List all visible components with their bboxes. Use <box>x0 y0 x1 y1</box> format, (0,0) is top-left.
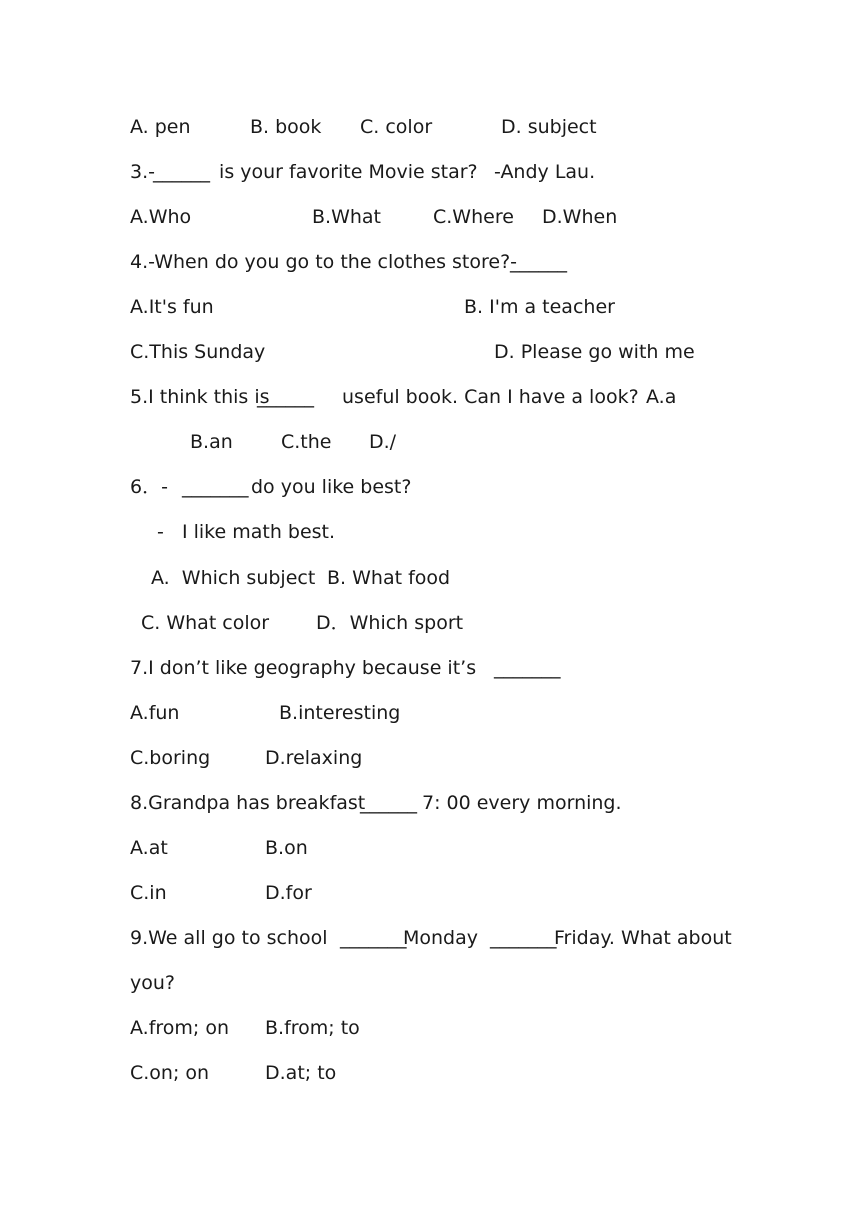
option-c: C. What color <box>141 612 270 634</box>
option-c: C.Where <box>433 206 514 228</box>
q8-text: 7: 00 every morning. <box>422 792 622 814</box>
option-d: D. subject <box>501 116 597 138</box>
option-a: A.It's fun <box>130 296 214 318</box>
option-a: A.from; on <box>130 1017 230 1039</box>
option-b: B.from; to <box>265 1017 360 1039</box>
q8-blank: ______ <box>360 792 417 814</box>
option-a: A.fun <box>130 702 180 724</box>
option-d: D.for <box>265 882 312 904</box>
q3-prefix: 3.- <box>130 161 155 183</box>
q5-prefix: 5.I think this is <box>130 386 270 408</box>
q7-blank: _______ <box>494 657 561 679</box>
q9-prefix: 9.We all go to school <box>130 927 328 949</box>
option-d: D.relaxing <box>265 747 363 769</box>
q5-text: useful book. Can I have a look? <box>342 386 639 408</box>
q4-blank: ______ <box>510 251 567 273</box>
q6-answer-text: - I like math best. <box>157 521 336 543</box>
option-b: B.What <box>312 206 381 228</box>
q8-prefix: 8.Grandpa has breakfast <box>130 792 366 814</box>
q9-suffix: Friday. What about <box>554 927 732 949</box>
option-b: B.interesting <box>279 702 401 724</box>
option-c: C.in <box>130 882 167 904</box>
option-a: A. pen <box>130 116 191 138</box>
q6-blank: _______ <box>182 476 249 498</box>
q3-blank: ______ <box>153 161 210 183</box>
q5-blank: ______ <box>257 386 314 408</box>
option-a: A.Who <box>130 206 192 228</box>
option-a: A. Which subject <box>151 567 316 589</box>
option-d: D.When <box>542 206 618 228</box>
q9-cont: you? <box>130 972 175 994</box>
q3-answer: -Andy Lau. <box>494 161 596 183</box>
option-c: C. color <box>360 116 433 138</box>
option-c: C.boring <box>130 747 211 769</box>
option-d: D.at; to <box>265 1062 337 1084</box>
option-b: B. book <box>250 116 322 138</box>
q9-mid: Monday <box>403 927 479 949</box>
option-b: B. What food <box>327 567 451 589</box>
q5-option-a: A.a <box>646 386 677 408</box>
q9-blank-1: _______ <box>340 927 407 949</box>
option-d: D./ <box>369 431 397 453</box>
option-c: C.This Sunday <box>130 341 266 363</box>
q6-prefix: 6．- <box>130 476 168 498</box>
option-b: B.on <box>265 837 308 859</box>
q9-blank-2: _______ <box>490 927 557 949</box>
option-d: D. Please go with me <box>494 341 695 363</box>
q3-text: is your favorite Movie star? <box>213 161 478 183</box>
option-c: C.on; on <box>130 1062 210 1084</box>
option-d: D．Which sport <box>316 612 464 634</box>
q7-text: 7.I don’t like geography because it’s <box>130 657 477 679</box>
option-c: C.the <box>281 431 332 453</box>
q6-text: do you like best? <box>251 476 412 498</box>
option-b: B. I'm a teacher <box>464 296 615 318</box>
option-b: B.an <box>190 431 233 453</box>
q4-text: 4.-When do you go to the clothes store?- <box>130 251 518 273</box>
option-a: A.at <box>130 837 168 859</box>
